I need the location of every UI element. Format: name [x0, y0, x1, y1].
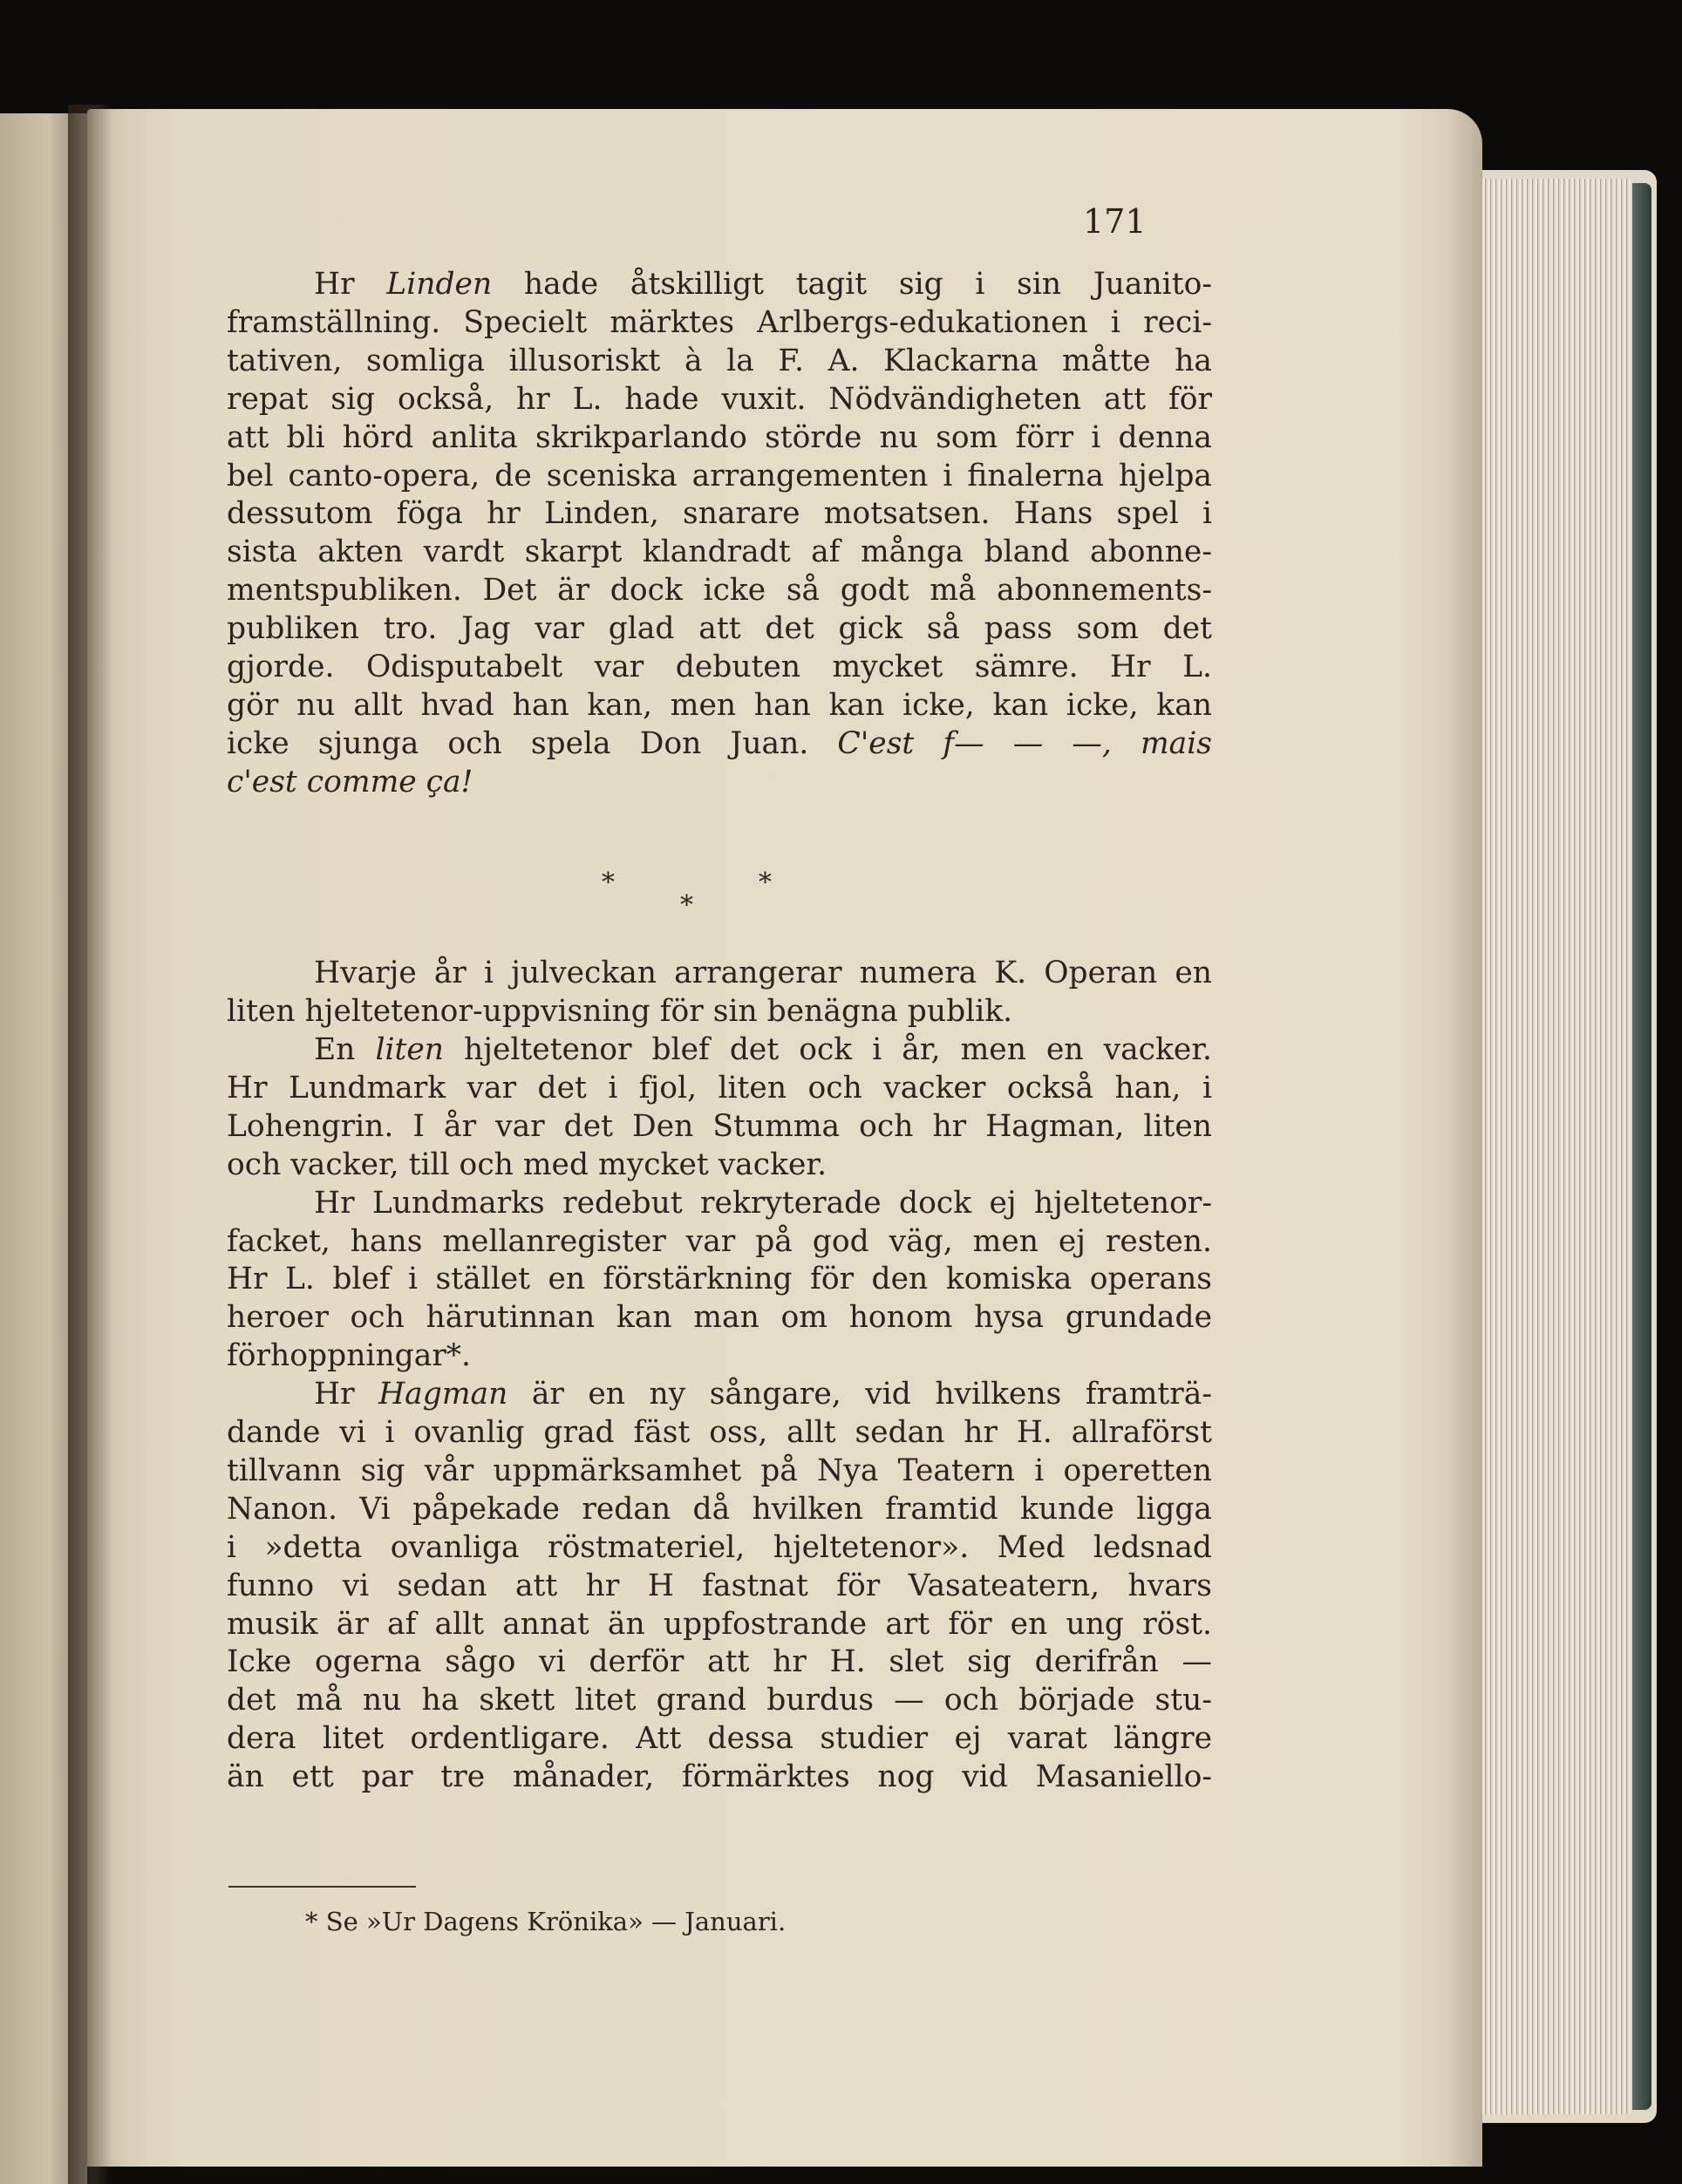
- text-line: [227, 1223, 1212, 1262]
- text-line: [227, 1720, 1212, 1759]
- text-segment: repat sig också, hr L. hade vuxit. Nödvändigheten att för: [227, 381, 1212, 417]
- text-line: [227, 764, 1212, 802]
- text-line: [227, 1759, 1212, 1797]
- text-segment: dera litet ordentligare. Att dessa studier ej varat längre: [227, 1721, 1212, 1757]
- italic-text: C'est f— — —, mais: [837, 725, 1212, 761]
- text-segment: är en ny sångare, vid hvilkens framträ-: [507, 1377, 1212, 1412]
- text-segment: sista akten vardt skarpt klandradt af många bland abonne-: [227, 534, 1212, 570]
- text-segment: tativen, somliga illusoriskt à la F. A. Klackarna måtte ha: [227, 343, 1212, 378]
- text-line: [227, 534, 1212, 572]
- book-cover-edge: [1632, 183, 1651, 2110]
- text-segment: Hr: [314, 1377, 379, 1412]
- text-line: [227, 1606, 1212, 1644]
- separator-asterisk: *: [680, 890, 693, 921]
- text-segment: hjeltetenor blef det ock i år, men en vacker.: [444, 1032, 1212, 1067]
- text-segment: Hr Lundmarks redebut rekryterade dock ej hjeltetenor-: [314, 1185, 1212, 1221]
- text-line: [227, 649, 1212, 687]
- text-line: [314, 266, 1212, 304]
- text-segment: bel canto-opera, de sceniska arrangementen i finalerna hjelpa: [227, 458, 1212, 493]
- text-line: [227, 1337, 1212, 1376]
- text-segment: dande vi i ovanlig grad fäst oss, allt sedan hr H. allraförst: [227, 1415, 1212, 1450]
- text-segment: gör nu allt hvad han kan, men han kan icke, kan icke, kan: [227, 687, 1212, 723]
- italic-text: liten: [375, 1032, 445, 1067]
- text-segment: och vacker, till och med mycket vacker.: [227, 1146, 827, 1182]
- text-line: [227, 1643, 1212, 1682]
- book-gutter: [68, 105, 112, 2184]
- text-line: [227, 1453, 1212, 1491]
- text-segment: framställning. Specielt märktes Arlbergs-edukationen i reci-: [227, 304, 1212, 340]
- text-line: [227, 1146, 1212, 1185]
- text-segment: facket, hans mellanregister var på god väg, men ej resten.: [227, 1223, 1212, 1259]
- text-line: [227, 1070, 1212, 1108]
- text-segment: mentspubliken. Det är dock icke så godt må abonnements-: [227, 573, 1212, 609]
- text-segment: publiken tro. Jag var glad att det gick så pass som det: [227, 611, 1212, 647]
- text-line: [227, 1414, 1212, 1453]
- text-segment: musik är af allt annat än uppfostrande art för en ung röst.: [227, 1606, 1212, 1642]
- text-line: [227, 1529, 1212, 1568]
- text-segment: förhoppningar*.: [227, 1338, 472, 1374]
- text-line: [227, 1299, 1212, 1337]
- text-segment: Hvarje år i julveckan arrangerar numera K. Operan en: [314, 956, 1212, 991]
- text-line: [227, 495, 1212, 534]
- text-segment: Nanon. Vi påpekade redan då hvilken framtid kunde ligga: [227, 1491, 1212, 1527]
- text-segment: En: [314, 1032, 376, 1067]
- text-segment: det må nu ha skett litet grand burdus — och började stu-: [227, 1683, 1212, 1718]
- text-line: [227, 381, 1212, 419]
- text-segment: tillvann sig vår uppmärksamhet på Nya Teatern i operetten: [227, 1453, 1212, 1488]
- text-line: [227, 1261, 1212, 1299]
- text-line: [314, 1376, 1212, 1414]
- text-line: [227, 304, 1212, 343]
- footnote: * Se »Ur Dagens Krönika» — Januari.: [305, 1907, 787, 1936]
- text-segment: Hr: [314, 267, 387, 302]
- text-segment: icke sjunga och spela Don Juan.: [227, 725, 838, 761]
- section-separator: [602, 867, 828, 929]
- separator-asterisk: *: [759, 867, 772, 898]
- text-segment: funno vi sedan att hr H fastnat för Vasateatern, hvars: [227, 1568, 1212, 1603]
- text-segment: liten hjeltetenor-uppvisning för sin benägna publik.: [227, 994, 1013, 1030]
- text-line: [227, 419, 1212, 458]
- text-line: [314, 1031, 1212, 1070]
- text-line: [314, 955, 1212, 993]
- italic-text: c'est comme ça!: [227, 764, 473, 799]
- text-segment: dessutom föga hr Linden, snarare motsatsen. Hans spel i: [227, 496, 1212, 532]
- text-line: [227, 610, 1212, 649]
- text-line: [227, 993, 1212, 1031]
- italic-text: Linden: [386, 267, 493, 302]
- text-segment: Lohengrin. I år var det Den Stumma och hr Hagman, liten: [227, 1108, 1212, 1144]
- text-segment: heroer och härutinnan kan man om honom hysa grundade: [227, 1300, 1212, 1336]
- text-line: [227, 572, 1212, 610]
- text-line: [227, 343, 1212, 381]
- separator-asterisk: *: [602, 867, 615, 898]
- page-edges: [1482, 179, 1631, 2114]
- footnote-rule: [228, 1886, 416, 1888]
- text-segment: Hr Lundmark var det i fjol, liten och vacker också han, i: [227, 1070, 1212, 1106]
- text-line: [227, 458, 1212, 496]
- text-segment: i »detta ovanliga röstmateriel, hjeltetenor». Med ledsnad: [227, 1529, 1212, 1565]
- text-line: [227, 1108, 1212, 1146]
- text-line: [227, 1682, 1212, 1720]
- text-segment: Hr L. blef i stället en förstärkning för den komiska operans: [227, 1262, 1212, 1297]
- text-line: [227, 1491, 1212, 1529]
- text-segment: Icke ogerna sågo vi derför att hr H. slet sig derifrån —: [227, 1644, 1212, 1680]
- page-number: 171: [1083, 202, 1147, 241]
- text-line: [227, 725, 1212, 764]
- text-segment: hade åtskilligt tagit sig i sin Juanito-: [492, 267, 1212, 302]
- text-line: [227, 1568, 1212, 1606]
- text-segment: än ett par tre månader, förmärktes nog vid Masaniello-: [227, 1759, 1212, 1795]
- text-segment: att bli hörd anlita skrikparlando störde nu som förr i denna: [227, 419, 1212, 455]
- text-segment: gjorde. Odisputabelt var debuten mycket sämre. Hr L.: [227, 650, 1212, 684]
- italic-text: Hagman: [378, 1377, 508, 1412]
- text-line: [314, 1185, 1212, 1223]
- text-line: [227, 687, 1212, 725]
